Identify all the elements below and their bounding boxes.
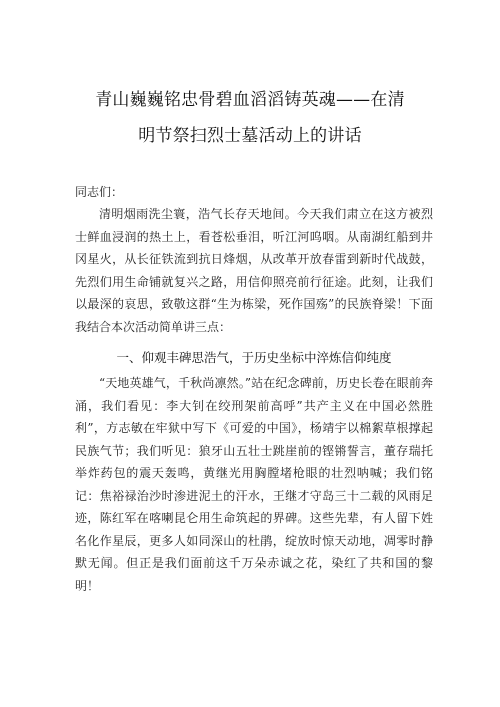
- paragraph-section-1: “天地英雄气，千秋尚凛然。”站在纪念碑前，历史长卷在眼前奔涌，我们看见：李大钊在绞刑架前高呼”共产主义在中国必然胜利”，方志敏在牢狱中写下《可爱的中国》，杨靖宇以棉絮草根撑起民族气节；我们听见：狼牙山五壮士跳崖前的铿锵誓言，董存瑞托举炸药包的震天轰鸣，黄继光用胸膛堵枪眼的壮烈呐喊；我们铭记：焦裕禄治沙时渗进泥土的汗水，王继才守岛三十二载的风雨足迹，陈红军在喀喇昆仑用生命筑起的界碑。这些先辈，有人留下姓名化作星辰，更多人如同深山的杜鹃，绽放时惊天动地，凋零时静默无闻。但正是我们面前这千万朵赤诚之花，染红了共和国的黎明！: [75, 376, 433, 593]
- document-title-line-2: 明节祭扫烈士墓活动上的讲话: [138, 126, 362, 146]
- document-title-line-1: 青山巍巍铭忠骨碧血滔滔铸英魂——在清: [95, 90, 405, 110]
- section-heading-1: 一、仰观丰碑思浩气，于历史坐标中淬炼信仰纯度: [116, 350, 392, 365]
- salutation: 同志们：: [75, 185, 124, 199]
- paragraph-intro: 清明烟雨洗尘寰，浩气长存天地间。今天我们肃立在这方被烈士鲜血浸润的热土上，看苍松垂泪，听江河呜咽。从南湖红船到井冈星火，从长征铁流到抗日烽烟，从改革开放春雷到新时代战鼓，先烈们用生命铺就复兴之路，用信仰照亮前行征途。此刻，让我们以最深的哀思，致敬这群“生为栋梁，死作国殇”的民族脊梁！下面我结合本次活动简单讲三点：: [75, 207, 433, 334]
